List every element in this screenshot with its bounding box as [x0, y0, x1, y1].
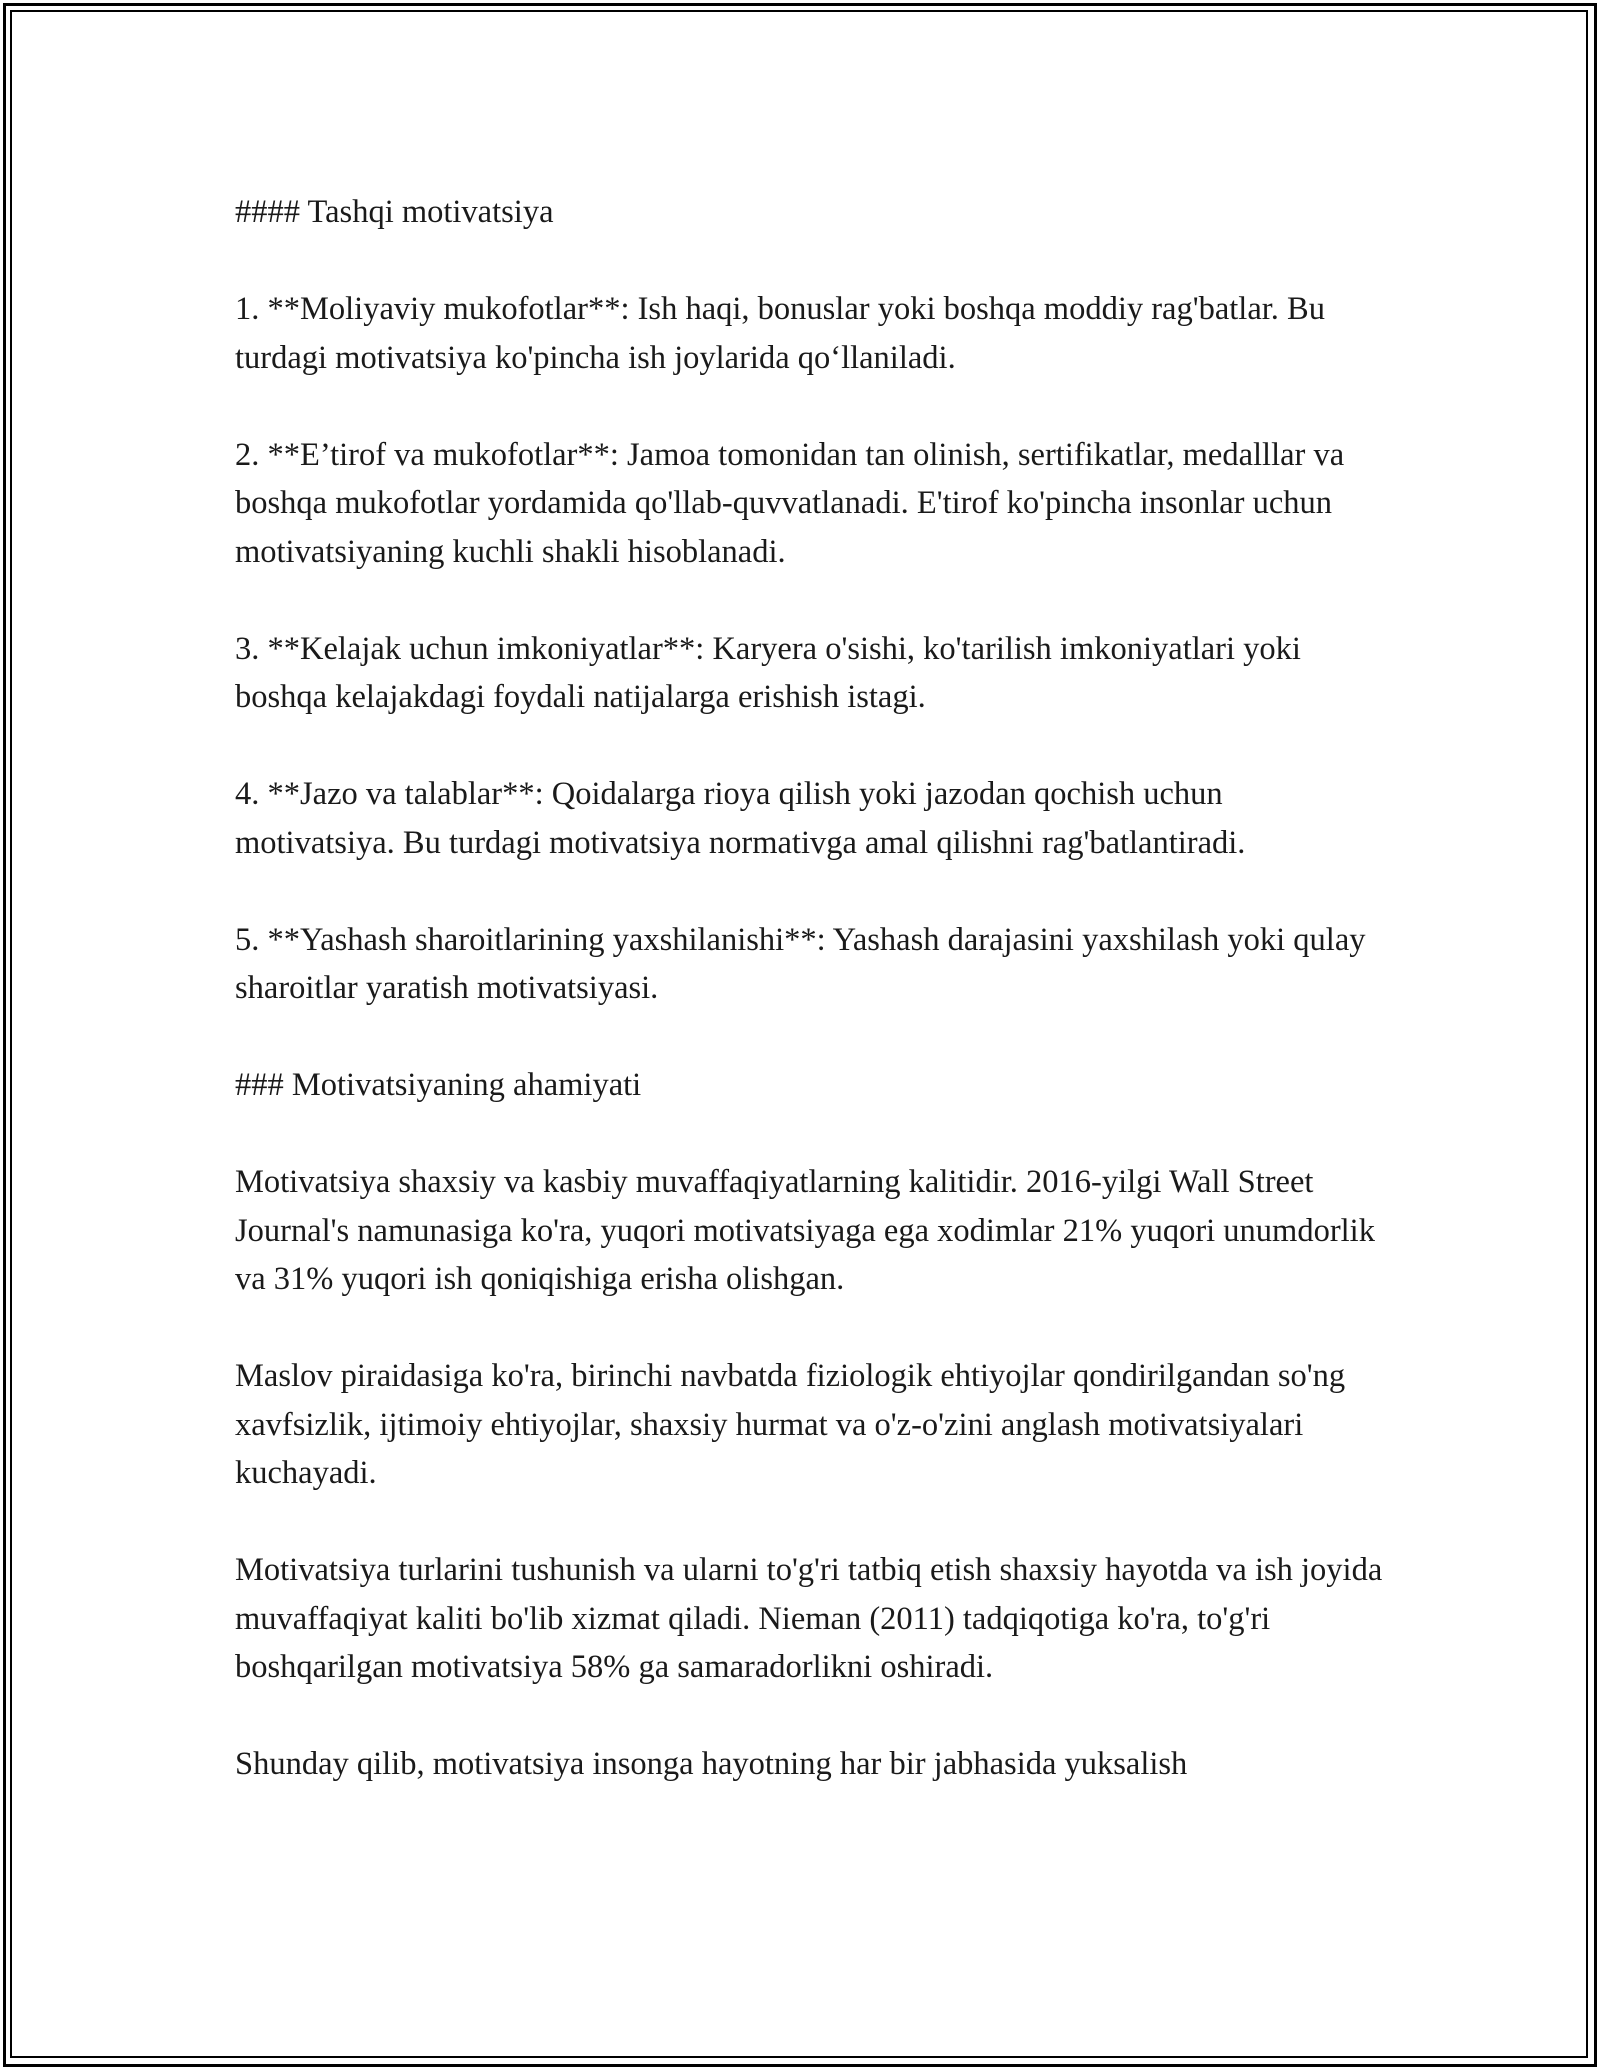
list-item-punishment-requirements: 4. **Jazo va talablar**: Qoidalarga rioya qilish yoki jazodan qochish uchun motivatsiya. Bu turdagi motivatsiya normativga amal qilishni rag'batlantiradi.	[235, 776, 1246, 861]
heading-importance: ### Motivatsiyaning ahamiyati	[235, 1067, 642, 1103]
paragraph-maslow: Maslov piraidasiga ko'ra, birinchi navbatda fiziologik ehtiyojlar qondirilgandan so'ng xavfsizlik, ijtimoiy ehtiyojlar, shaxsiy hurmat va o'z-o'zini anglash motivatsiyalari kuchayadi.	[235, 1358, 1346, 1491]
list-item-recognition: 2. **E’tirof va mukofotlar**: Jamoa tomonidan tan olinish, sertifikatlar, medalllar va boshqa mukofotlar yordamida qo'llab-quvvatlanadi. E'tirof ko'pincha insonlar uchun motivatsiyaning kuchli shakli hisoblanadi.	[235, 436, 1345, 570]
heading-external-motivation: #### Tashqi motivatsiya	[235, 194, 554, 230]
list-item-living-conditions: 5. **Yashash sharoitlarining yaxshilanishi**: Yashash darajasini yaxshilash yoki qulay sharoitlar yaratish motivatsiyasi.	[235, 921, 1366, 1006]
document-body	[235, 188, 1385, 1837]
paragraph-success-key: Motivatsiya shaxsiy va kasbiy muvaffaqiyatlarning kalitidir. 2016-yilgi Wall Street Journal's namunasiga ko'ra, yuqori motivatsiyaga ega xodimlar 21% yuqori unumdorlik va 31% yuqori ish qoniqishiga erisha olishgan.	[235, 1164, 1375, 1297]
paragraph-nieman: Motivatsiya turlarini tushunish va ularni to'g'ri tatbiq etish shaxsiy hayotda va ish joyida muvaffaqiyat kaliti bo'lib xizmat qiladi. Nieman (2011) tadqiqotiga ko'ra, to'g'ri boshqarilgan motivatsiya 58% ga samaradorlikni oshiradi.	[235, 1552, 1383, 1685]
list-item-financial-rewards: 1. **Moliyaviy mukofotlar**: Ish haqi, bonuslar yoki boshqa moddiy rag'batlar. Bu turdagi motivatsiya ko'pincha ish joylarida qo‘llaniladi.	[235, 291, 1325, 376]
paragraph-conclusion: Shunday qilib, motivatsiya insonga hayotning har bir jabhasida yuksalish	[235, 1746, 1188, 1782]
list-item-future-opportunities: 3. **Kelajak uchun imkoniyatlar**: Karyera o'sishi, ko'tarilish imkoniyatlari yoki boshqa kelajakdagi foydali natijalarga erishish istagi.	[235, 630, 1301, 715]
